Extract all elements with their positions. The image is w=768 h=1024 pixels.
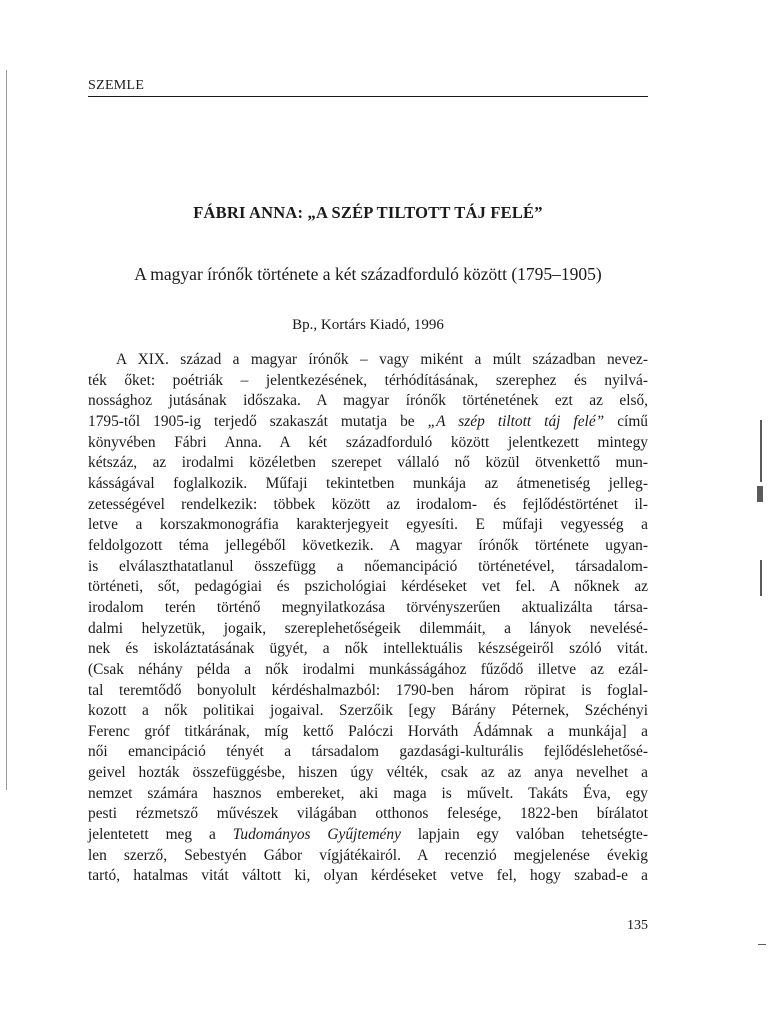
body-line-text: 1795-től 1905-ig terjedő szakaszát mutatja be (88, 412, 428, 430)
article-subtitle: A magyar írónők története a két századforduló között (1795–1905) (134, 264, 602, 284)
body-line-text: kétszáz, az irodalmi közéletben szerepet vállaló nő közül ötvenkettő mun- (88, 454, 648, 472)
body-line (88, 639, 648, 660)
body-line (88, 474, 648, 495)
body-line (88, 825, 648, 846)
body-line-text: tal teremtődő bonyolult kérdéshalmazból: 1790-ben három röpirat is foglal- (88, 681, 648, 699)
italic-title: „A szép tiltott táj felé” (427, 412, 605, 430)
body-line-text: is elválaszthatatlanul összefügg a nőemancipáció történetével, társadalom- (88, 557, 648, 575)
body-line (88, 433, 648, 454)
body-line-text: letve a korszakmonográfia karakterjegyeit egyesíti. E műfaji vegyesség a (88, 516, 648, 534)
body-line (88, 660, 648, 681)
header-rule (88, 96, 648, 97)
body-line-text: irodalom terén történő megnyilatkozása törvényszerűen aktualizálta társa- (88, 598, 648, 616)
body-line-text: feldolgozott téma jellegéből következik. A magyar írónők története ugyan- (88, 536, 648, 554)
body-line-text: geivel hozták összefüggésbe, hiszen úgy vélték, csak az az anya nevelhet a (88, 764, 648, 782)
body-line (88, 763, 648, 784)
body-line (88, 350, 648, 371)
body-line-text: A XIX. század a magyar írónők – vagy miként a múlt században nevez- (116, 351, 648, 368)
page-number: 135 (627, 918, 648, 933)
body-line (88, 495, 648, 516)
body-line-text: történeti, sőt, pedagógiai és pszichológiai kérdéseket vet fel. A nőknek az (88, 578, 648, 596)
scan-mark-right-lower (760, 560, 762, 596)
body-line (88, 577, 648, 598)
body-line (88, 515, 648, 536)
publication-imprint: Bp., Kortárs Kiadó, 1996 (292, 317, 444, 333)
scan-edge-line (6, 70, 7, 790)
body-line-text: ték őket: poétriák – jelentkezésének, térhódításának, szerephez és nyilvá- (88, 371, 648, 389)
body-line-text: női emancipáció tényét a társadalom gazdasági-kulturális fejlődéslehetősé- (88, 743, 648, 761)
scan-mark-right-bottom (758, 944, 766, 945)
body-line-text: könyvében Fábri Anna. A két századforduló között jelentkezett mintegy (88, 433, 648, 451)
body-line (88, 784, 648, 805)
review-body (88, 350, 648, 887)
body-line (88, 557, 648, 578)
body-line (88, 619, 648, 640)
body-line-text: jelentetett meg a (88, 826, 233, 844)
italic-title: Tudományos Gyűjtemény (232, 826, 401, 844)
body-line-text-after: című (604, 412, 649, 430)
body-line-text: (Csak néhány példa a nők irodalmi munkásságához fűződő illetve az ezál- (88, 660, 648, 678)
body-line-text: nek és iskoláztatásának ügyét, a nők intellektuális készségeiről szóló vitát. (88, 640, 648, 658)
body-line-text: dalmi helyzetük, jogaik, szereplehetőségeik dilemmáit, a lányok nevelésé- (88, 619, 648, 637)
body-line (88, 412, 648, 433)
body-line (88, 804, 648, 825)
body-line (88, 536, 648, 557)
body-line-text: kozott a nők politikai jogaival. Szerzőik [egy Bárány Péternek, Széchényi (88, 702, 648, 720)
article-title: FÁBRI ANNA: „A SZÉP TILTOTT TÁJ FELÉ” (193, 203, 543, 222)
body-line-text: Ferenc gróf titkárának, míg kettő Palóczi Horváth Ádámnak a munkája] a (88, 722, 648, 740)
body-line (88, 701, 648, 722)
body-line (88, 742, 648, 763)
body-line (88, 391, 648, 412)
body-line-text: len szerző, Sebestyén Gábor vígjátékairól. A recenzió megjelenése évekig (88, 846, 648, 864)
scan-mark-right-top (760, 420, 762, 482)
body-line (88, 722, 648, 743)
body-line-text: zetességével rendelkezik: többek között az irodalom- és fejlődéstörténet il- (88, 495, 648, 513)
body-line (88, 681, 648, 702)
body-line (88, 453, 648, 474)
body-line-text: pesti rézmetsző művészek világában otthonos felesége, 1822-ben bírálatot (88, 805, 648, 823)
body-line-text: nossághoz jutásának időszaka. A magyar írónők történetének ezt az első, (88, 392, 648, 410)
body-line (88, 846, 648, 867)
scan-mark-right-middle (757, 486, 763, 502)
body-line (88, 866, 648, 887)
body-line-text: nemzet számára hasznos embereket, aki maga is művelt. Takáts Éva, egy (88, 784, 648, 802)
body-line-text-after: lapjain egy valóban tehetségte- (400, 826, 648, 844)
body-line-text: tartó, hatalmas vitát váltott ki, olyan kérdéseket vetve fel, hogy szabad-e a (88, 867, 648, 885)
running-header: SZEMLE (88, 78, 145, 93)
body-line (88, 598, 648, 619)
body-line-text: kásságával foglalkozik. Műfaji tekintetben munkája az átmenetiség jelleg- (88, 474, 648, 492)
body-line (88, 371, 648, 392)
